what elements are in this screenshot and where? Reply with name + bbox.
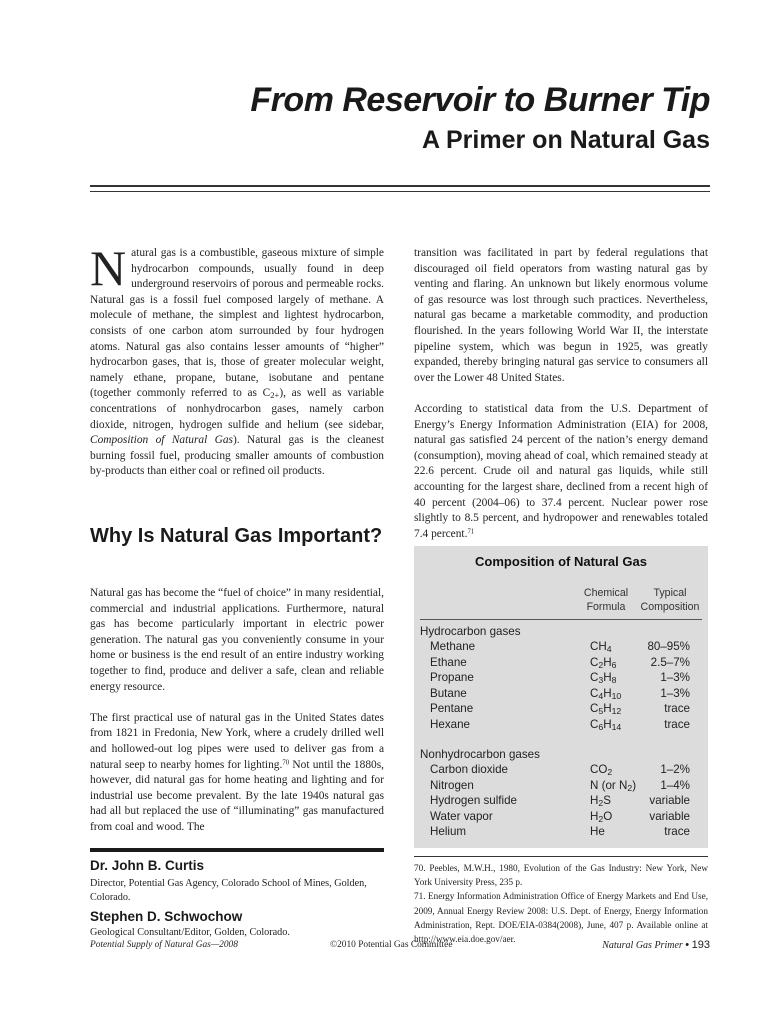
gas-name: Hexane bbox=[430, 717, 470, 731]
typical-composition: 1–4% bbox=[660, 778, 690, 792]
col2-p2-text: According to statistical data from the U.S. Department of Energy’s Energy Information Administration (EIA) for 2008, natural gas satisfied 24 percent of the nation’s energy demand (consumption), moving ahead of coal, which remained steady at 22.6 percent. Crude oil and natural gas liquids, while still accounting for the largest share, declined from a recent high of 40 percent (2004–06) to 37.4 percent. Nuclear power rose slightly to 8.5 percent, and hydropower and renewables totaled 7.4 percent. bbox=[414, 402, 708, 540]
author-affiliation-1: Director, Potential Gas Agency, Colorado School of Mines, Golden, Colorado. bbox=[90, 878, 367, 903]
footnote-ref-71: 71 bbox=[467, 528, 475, 536]
section-heading: Why Is Natural Gas Important? bbox=[90, 525, 383, 547]
composition-row bbox=[414, 640, 708, 656]
gas-name: Hydrogen sulfide bbox=[430, 794, 518, 807]
composition-row bbox=[414, 794, 708, 810]
typical-composition: variable bbox=[649, 809, 690, 823]
chemical-formula: $C_3H_8$ bbox=[590, 671, 617, 686]
gas-name: Butane bbox=[430, 686, 467, 700]
chemical-formula: He bbox=[590, 825, 605, 838]
footnote-rule bbox=[414, 856, 708, 857]
header-chemical-formula: Chemical Formula bbox=[583, 587, 629, 613]
typical-composition: 1–3% bbox=[660, 671, 690, 684]
chemical-formula: $CO_2$ bbox=[590, 763, 613, 778]
page-number: 193 bbox=[691, 939, 710, 951]
footer-right bbox=[540, 939, 710, 951]
author-name-1: Dr. John B. Curtis bbox=[90, 858, 205, 873]
chemical-formula: $C_5H_{12}$ bbox=[590, 702, 622, 717]
chemical-formula: N (or $N_2$) bbox=[590, 778, 637, 793]
chemical-formula: $H_2S$ bbox=[590, 794, 611, 809]
chemical-formula: $C_2H_6$ bbox=[590, 655, 617, 670]
drop-cap: N bbox=[90, 240, 127, 296]
gas-name: Water vapor bbox=[430, 809, 493, 823]
composition-row bbox=[414, 825, 708, 841]
typical-composition: 80–95% bbox=[647, 640, 690, 653]
section-paragraph-2 bbox=[90, 711, 384, 836]
chemical-formula: $CH_4$ bbox=[590, 640, 612, 655]
title-rule-thick bbox=[90, 185, 710, 187]
composition-row bbox=[414, 687, 708, 703]
gas-name: Carbon dioxide bbox=[430, 763, 508, 776]
composition-row bbox=[414, 779, 708, 795]
intro-subscript: 2+ bbox=[270, 390, 280, 401]
footer-bullet: • bbox=[685, 939, 690, 951]
gas-name: Ethane bbox=[430, 655, 467, 669]
page-subtitle: A Primer on Natural Gas bbox=[421, 126, 710, 154]
composition-row bbox=[414, 763, 708, 779]
gas-name: Nitrogen bbox=[430, 778, 474, 792]
section-p2-a: The first practical use of natural gas in the United States dates from 1821 in Fredonia, New York, where a crudely drilled well and hollowed-out log pipes were used to deliver gas from a natural seep to nearby homes for lighting. bbox=[90, 711, 384, 771]
page-title: From Reservoir to Burner Tip bbox=[250, 81, 710, 119]
chemical-formula: $C_6H_{14}$ bbox=[590, 717, 622, 732]
intro-text-3: ). Natural gas is the cleanest burning fossil fuel, producing smaller amounts of combustion by-products than either coal or refined oil products. bbox=[90, 434, 384, 478]
sidebar-header-rule bbox=[420, 619, 702, 620]
section-paragraph-1: Natural gas has become the “fuel of choice” in many residential, commercial and industrial applications. Furthermore, natural gas has become particularly important in electric power generation. The natural gas you conveniently consume in your home or business is the end result of an entire industry working together to find, produce and deliver a safe, clean and reliable energy resource. bbox=[90, 587, 384, 693]
section-body bbox=[90, 586, 384, 851]
footnotes bbox=[414, 861, 708, 946]
footnote-70: 70. Peebles, M.W.H., 1980, Evolution of the Gas Industry: New York, New York University Press, 235 p. bbox=[414, 863, 708, 888]
typical-composition: 2.5–7% bbox=[650, 655, 690, 669]
typical-composition: 1–2% bbox=[660, 763, 690, 776]
composition-row bbox=[414, 656, 708, 672]
author-rule bbox=[90, 848, 384, 852]
footer-left: Potential Supply of Natural Gas—2008 bbox=[90, 940, 238, 950]
typical-composition: variable bbox=[649, 794, 690, 807]
intro-text-2: ), as well as variable concentrations of nonhydrocarbon gases, namely carbon dioxide, nitrogen, hydrogen sulfide and helium (see sidebar, bbox=[90, 387, 384, 431]
composition-sidebar bbox=[414, 546, 708, 848]
sidebar-reference: Composition of Natural Gas bbox=[90, 434, 233, 447]
column-2-text bbox=[414, 246, 708, 558]
typical-composition: trace bbox=[664, 825, 690, 838]
composition-row bbox=[414, 810, 708, 826]
footer-running-title: Natural Gas Primer bbox=[602, 940, 683, 951]
intro-text-1: atural gas is a combustible, gaseous mixture of simple hydrocarbon compounds, usually found in deep underground reservoirs of porous and permeable rocks. Natural gas is a fossil fuel composed largely of methane. A molecule of methane, the simplest and lightest hydrocarbon, consists of one carbon atom surrounded by four hydrogen atoms. Natural gas also contains lesser amounts of “higher” hydrocarbon gases, that is, those of greater molecular weight, namely ethane, propane, butane, isobutane and pentane (together commonly referred to as C bbox=[90, 247, 384, 400]
gas-name: Pentane bbox=[430, 702, 474, 715]
footnote-ref-70: 70 bbox=[282, 759, 290, 767]
group-nonhydrocarbon: Nonhydrocarbon gases bbox=[420, 748, 540, 761]
author-affiliation-2: Geological Consultant/Editor, Golden, Colorado. bbox=[90, 927, 290, 938]
typical-composition: trace bbox=[664, 702, 690, 715]
typical-composition: 1–3% bbox=[660, 686, 690, 700]
section-p2-b: Not until the 1880s, however, did natural gas for home heating and lighting and for industrial use become prevalent. By the late 1940s natural gas had all but replaced the use of “illuminating” gas manufactured from coal and wood. The bbox=[90, 758, 384, 833]
chemical-formula: $C_4H_{10}$ bbox=[590, 686, 622, 701]
col2-paragraph-2 bbox=[414, 402, 708, 542]
title-rule-thin bbox=[90, 191, 710, 192]
gas-name: Helium bbox=[430, 825, 467, 838]
composition-row bbox=[414, 671, 708, 687]
col2-paragraph-1: transition was facilitated in part by federal regulations that discouraged oil field operators from wasting natural gas by venting and flaring. An unknown but likely enormous volume of gas resource was lost through such practices. Nevertheless, natural gas became a marketable commodity, and production flourished. In the years following World War II, the interstate pipeline system, which was begun in 1925, was greatly expanded, thereby bringing natural gas service to consumers all over the Lower 48 United States. bbox=[414, 247, 708, 384]
sidebar-title: Composition of Natural Gas bbox=[475, 554, 647, 569]
typical-composition: trace bbox=[664, 717, 690, 731]
composition-row bbox=[414, 718, 708, 734]
author-name-2: Stephen D. Schwochow bbox=[90, 909, 243, 924]
footer-center: ©2010 Potential Gas Committee bbox=[330, 940, 453, 950]
chemical-formula: $H_2O$ bbox=[590, 809, 613, 824]
gas-name: Propane bbox=[430, 671, 474, 684]
header-typical-composition: Typical Composition bbox=[640, 587, 700, 613]
intro-paragraph bbox=[90, 240, 384, 496]
group-hydrocarbon: Hydrocarbon gases bbox=[420, 625, 521, 638]
composition-row bbox=[414, 702, 708, 718]
gas-name: Methane bbox=[430, 640, 476, 653]
footnote-71: 71. Energy Information Administration Office of Energy Markets and End Use, 2009, Annual Energy Review 2008: U.S. Dept. of Energy, Energy Information Administration, Rept. DOE/EIA-0384(2008), June, 407 p. Available online at http://www.eia.doe.gov/aer. bbox=[414, 891, 708, 945]
